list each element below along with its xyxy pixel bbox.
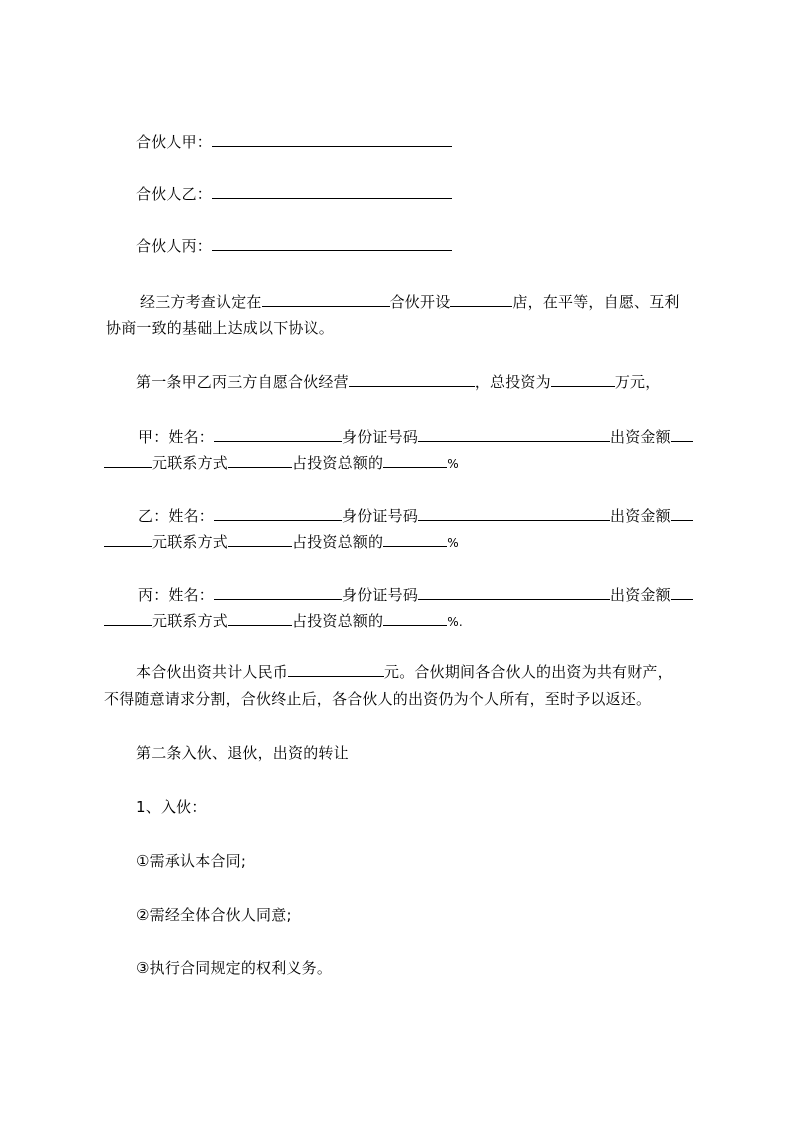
person-a-amount-blank-start[interactable] [671,427,693,442]
person-b-share-label: 占投资总额的 [292,533,384,551]
partner-b-label: 合伙人乙： [136,185,213,203]
article1-text-1: 第一条甲乙丙三方自愿合伙经营 [136,373,349,391]
person-c-id-label: 身份证号码 [342,586,419,604]
person-a-percent: % [447,457,459,471]
person-a-id-blank[interactable] [418,427,610,442]
partner-b-line [136,184,452,204]
person-c-id-blank[interactable] [418,585,610,600]
partner-a-blank[interactable] [212,132,452,147]
join-heading-text: 1、入伙： [136,798,207,816]
person-a-amount-label: 出资金额 [610,428,671,446]
person-c-amount-label: 出资金额 [610,586,671,604]
partner-c-label: 合伙人丙： [136,237,213,255]
person-b-amount-blank-start[interactable] [671,506,693,521]
person-b-amount-label: 出资金额 [610,507,671,525]
capital-text-3: 不得随意请求分割，合伙终止后，各合伙人的出资仍为个人所有，至时予以返还。 [104,690,652,708]
location-blank[interactable] [262,292,390,307]
person-c-name-blank[interactable] [214,585,342,600]
person-c-amount-blank-end[interactable] [104,611,152,626]
person-a-amount-blank-end[interactable] [104,453,152,468]
intro-text-1: 经三方考查认定在 [140,293,262,311]
join-condition-2-text: ②需经全体合伙人同意; [136,906,292,924]
person-b-name-blank[interactable] [214,506,342,521]
join-heading [136,797,207,817]
person-a-id-label: 身份证号码 [342,428,419,446]
join-condition-2 [136,905,292,925]
article2-title [136,743,349,763]
person-c-line-1 [138,585,693,605]
intro-text-2: 合伙开设 [389,293,451,311]
article1-line [136,372,660,392]
person-a-contact-blank[interactable] [228,453,292,468]
capital-text-1: 本合伙出资共计人民币 [136,663,289,681]
business-blank[interactable] [349,372,475,387]
person-a-name-blank[interactable] [214,427,342,442]
person-b-id-blank[interactable] [418,506,610,521]
person-a-prefix: 甲：姓名： [138,428,215,446]
intro-text-3: 店，在平等，自愿、互利 [512,293,680,311]
person-b-percent: % [447,536,459,550]
partner-b-blank[interactable] [212,184,452,199]
join-condition-1-text: ①需承认本合同; [136,852,247,870]
join-condition-3-text: ③执行合同规定的权利义务。 [136,959,333,977]
person-c-contact-blank[interactable] [228,611,292,626]
partner-a-label: 合伙人甲： [136,133,213,151]
person-b-line-2 [104,532,459,552]
capital-amount-blank[interactable] [288,662,384,677]
person-c-prefix: 丙：姓名： [138,586,215,604]
person-a-line-2 [104,453,459,473]
intro-text-4: 协商一致的基础上达成以下协议。 [106,319,335,337]
person-b-amount-blank-end[interactable] [104,532,152,547]
intro-line-2 [106,318,334,338]
person-b-share-blank[interactable] [383,532,447,547]
person-a-contact-label: 元联系方式 [152,454,229,472]
person-b-id-label: 身份证号码 [342,507,419,525]
person-c-line-2 [104,611,463,631]
join-condition-3 [136,958,332,978]
partner-c-blank[interactable] [212,236,452,251]
capital-line-2 [104,689,651,709]
person-b-line-1 [138,506,693,526]
person-b-contact-label: 元联系方式 [152,533,229,551]
person-c-contact-label: 元联系方式 [152,612,229,630]
person-a-line-1 [138,427,693,447]
article1-text-3: 万元， [614,373,661,391]
person-a-share-label: 占投资总额的 [292,454,384,472]
person-b-contact-blank[interactable] [228,532,292,547]
article2-title-text: 第二条入伙、退伙，出资的转让 [136,744,349,762]
capital-line-1 [136,662,673,682]
partner-a-line [136,132,452,152]
person-c-percent: %. [447,615,463,629]
person-c-share-blank[interactable] [383,611,447,626]
article1-text-2: ，总投资为 [474,373,551,391]
join-condition-1 [136,851,246,871]
store-name-blank[interactable] [450,292,512,307]
person-c-amount-blank-start[interactable] [671,585,693,600]
intro-line-1 [140,292,680,312]
capital-text-2: 元。合伙期间各合伙人的出资为共有财产， [384,663,673,681]
person-c-share-label: 占投资总额的 [292,612,384,630]
person-b-prefix: 乙：姓名： [138,507,215,525]
total-investment-blank[interactable] [551,372,615,387]
person-a-share-blank[interactable] [383,453,447,468]
partner-c-line [136,236,452,256]
